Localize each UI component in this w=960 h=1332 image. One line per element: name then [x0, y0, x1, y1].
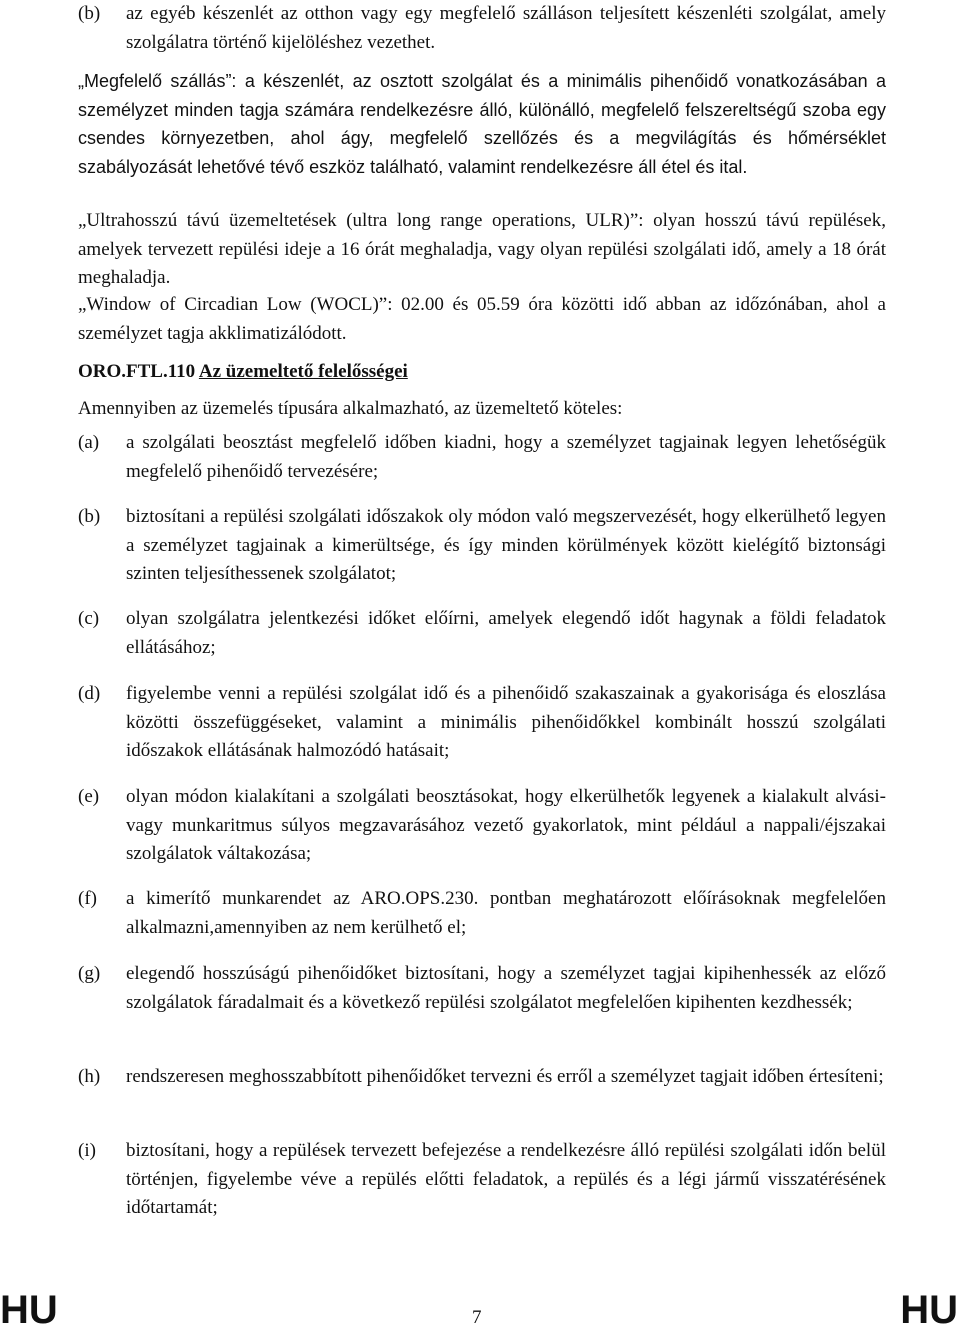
list-item-a [78, 429, 886, 486]
item-text: az egyéb készenlét az otthon vagy egy megfelelő szálláson teljesített készenléti szolgálat, amely szolgálatra történő kijelöléshez vezethet. [126, 3, 886, 53]
item-text: a kimerítő munkarendet az ARO.OPS.230. pontban meghatározott előírásoknak megfelelően alkalmazni,amennyiben az nem kerülhető el; [126, 888, 886, 938]
list-item-e [78, 783, 886, 869]
item-text: a szolgálati beosztást megfelelő időben kiadni, hogy a személyzet tagjainak legyen lehetőségük megfelelő pihenőidő tervezésére; [126, 432, 886, 482]
item-label: (b) [78, 3, 101, 24]
definition-suitable-accommodation: „Megfelelő szállás”: a készenlét, az osztott szolgálat és a minimális pihenőidő vonatkozásában a személyzet minden tagja számára rendelkezésre álló, különálló, megfelelő felszereltségű szoba egy csendes környezetben, ahol ágy, megfelelő szellőzés és a megvilágítás és hőmérséklet szabályozását lehetővé tévő eszköz található, valamint rendelkezésre áll étel és ital. [78, 71, 886, 177]
item-text: biztosítani, hogy a repülések tervezett befejezése a rendelkezésre álló repülési szolgálati időn belül történjen, figyelembe véve a repülés előtti feladatok, a repülés és a légi jármű visszatérésének időtartamát; [126, 1140, 886, 1218]
item-label: (g) [78, 963, 101, 984]
intro-text: Amennyiben az üzemelés típusára alkalmazható, az üzemeltető köteles: [78, 398, 623, 419]
item-text: figyelembe venni a repülési szolgálat idő és a pihenőidő szakaszainak a gyakorisága és eloszlása közötti összefüggéseket, valamint a minimális pihenőidőkkel kombinált hosszú szolgálati időszakok ellátásának halmozódó hatásait; [126, 683, 886, 761]
item-label: (d) [78, 683, 101, 704]
section-title: Az üzemeltető felelősségei [198, 361, 408, 382]
list-item-c [78, 605, 886, 662]
footer-language-code-left: HU [0, 1288, 58, 1332]
item-text: olyan módon kialakítani a szolgálati beosztásokat, hogy elkerülhetők legyenek a kialakult alvási- vagy munkaritmus súlyos megzavarásához vezető gyakorlatok, mint például a nappali/éjszakai szolgálatok váltakozása; [126, 786, 886, 864]
item-label: (i) [78, 1140, 96, 1161]
item-label: (c) [78, 608, 100, 629]
page-number: 7 [472, 1307, 482, 1328]
item-label: (a) [78, 432, 100, 453]
footer-language-code-right: HU [900, 1288, 958, 1332]
list-item-top-b [78, 0, 886, 57]
item-text: biztosítani a repülési szolgálati időszakok oly módon való megszervezését, hogy elkerülhető legyen a személyzet tagjainak a kimerültsége, és így minden körülmények között kielégítő biztonsági szinten teljesíthessenek szolgálatot; [126, 506, 886, 584]
list-item-g [78, 960, 886, 1017]
item-text: olyan szolgálatra jelentkezési időket előírni, amelyek elegendő időt hagynak a földi feladatok ellátásához; [126, 608, 886, 658]
item-label: (f) [78, 888, 97, 909]
item-text: elegendő hosszúságú pihenőidőket biztosítani, hogy a személyzet tagjai kipihenhessék az előző szolgálatok fáradalmait és a következő repülési szolgálatot megfelelően kipihenten kezdhessék; [126, 963, 886, 1013]
section-heading [78, 358, 408, 387]
definition-wocl: „Window of Circadian Low (WOCL)”: 02.00 és 05.59 óra közötti idő abban az időzónában, ahol a személyzet tagja akklimatizálódott. [78, 294, 886, 344]
list-item-d [78, 680, 886, 766]
section-code: ORO.FTL.110 [78, 361, 196, 382]
list-item-i [78, 1137, 886, 1223]
item-text: rendszeresen meghosszabbított pihenőidőket tervezni és erről a személyzet tagjait időben értesíteni; [126, 1066, 884, 1087]
list-item-b [78, 503, 886, 589]
item-label: (b) [78, 506, 101, 527]
list-item-h [78, 1063, 886, 1092]
definition-ulr: „Ultrahosszú távú üzemeltetések (ultra long range operations, ULR)”: olyan hosszú távú repülések, amelyek tervezett repülési ideje a 16 órát meghaladja, vagy olyan repülési szolgálati idő, amely a 18 órát meghaladja. [78, 210, 886, 288]
item-label: (h) [78, 1066, 101, 1087]
item-label: (e) [78, 786, 100, 807]
list-item-f [78, 885, 886, 942]
